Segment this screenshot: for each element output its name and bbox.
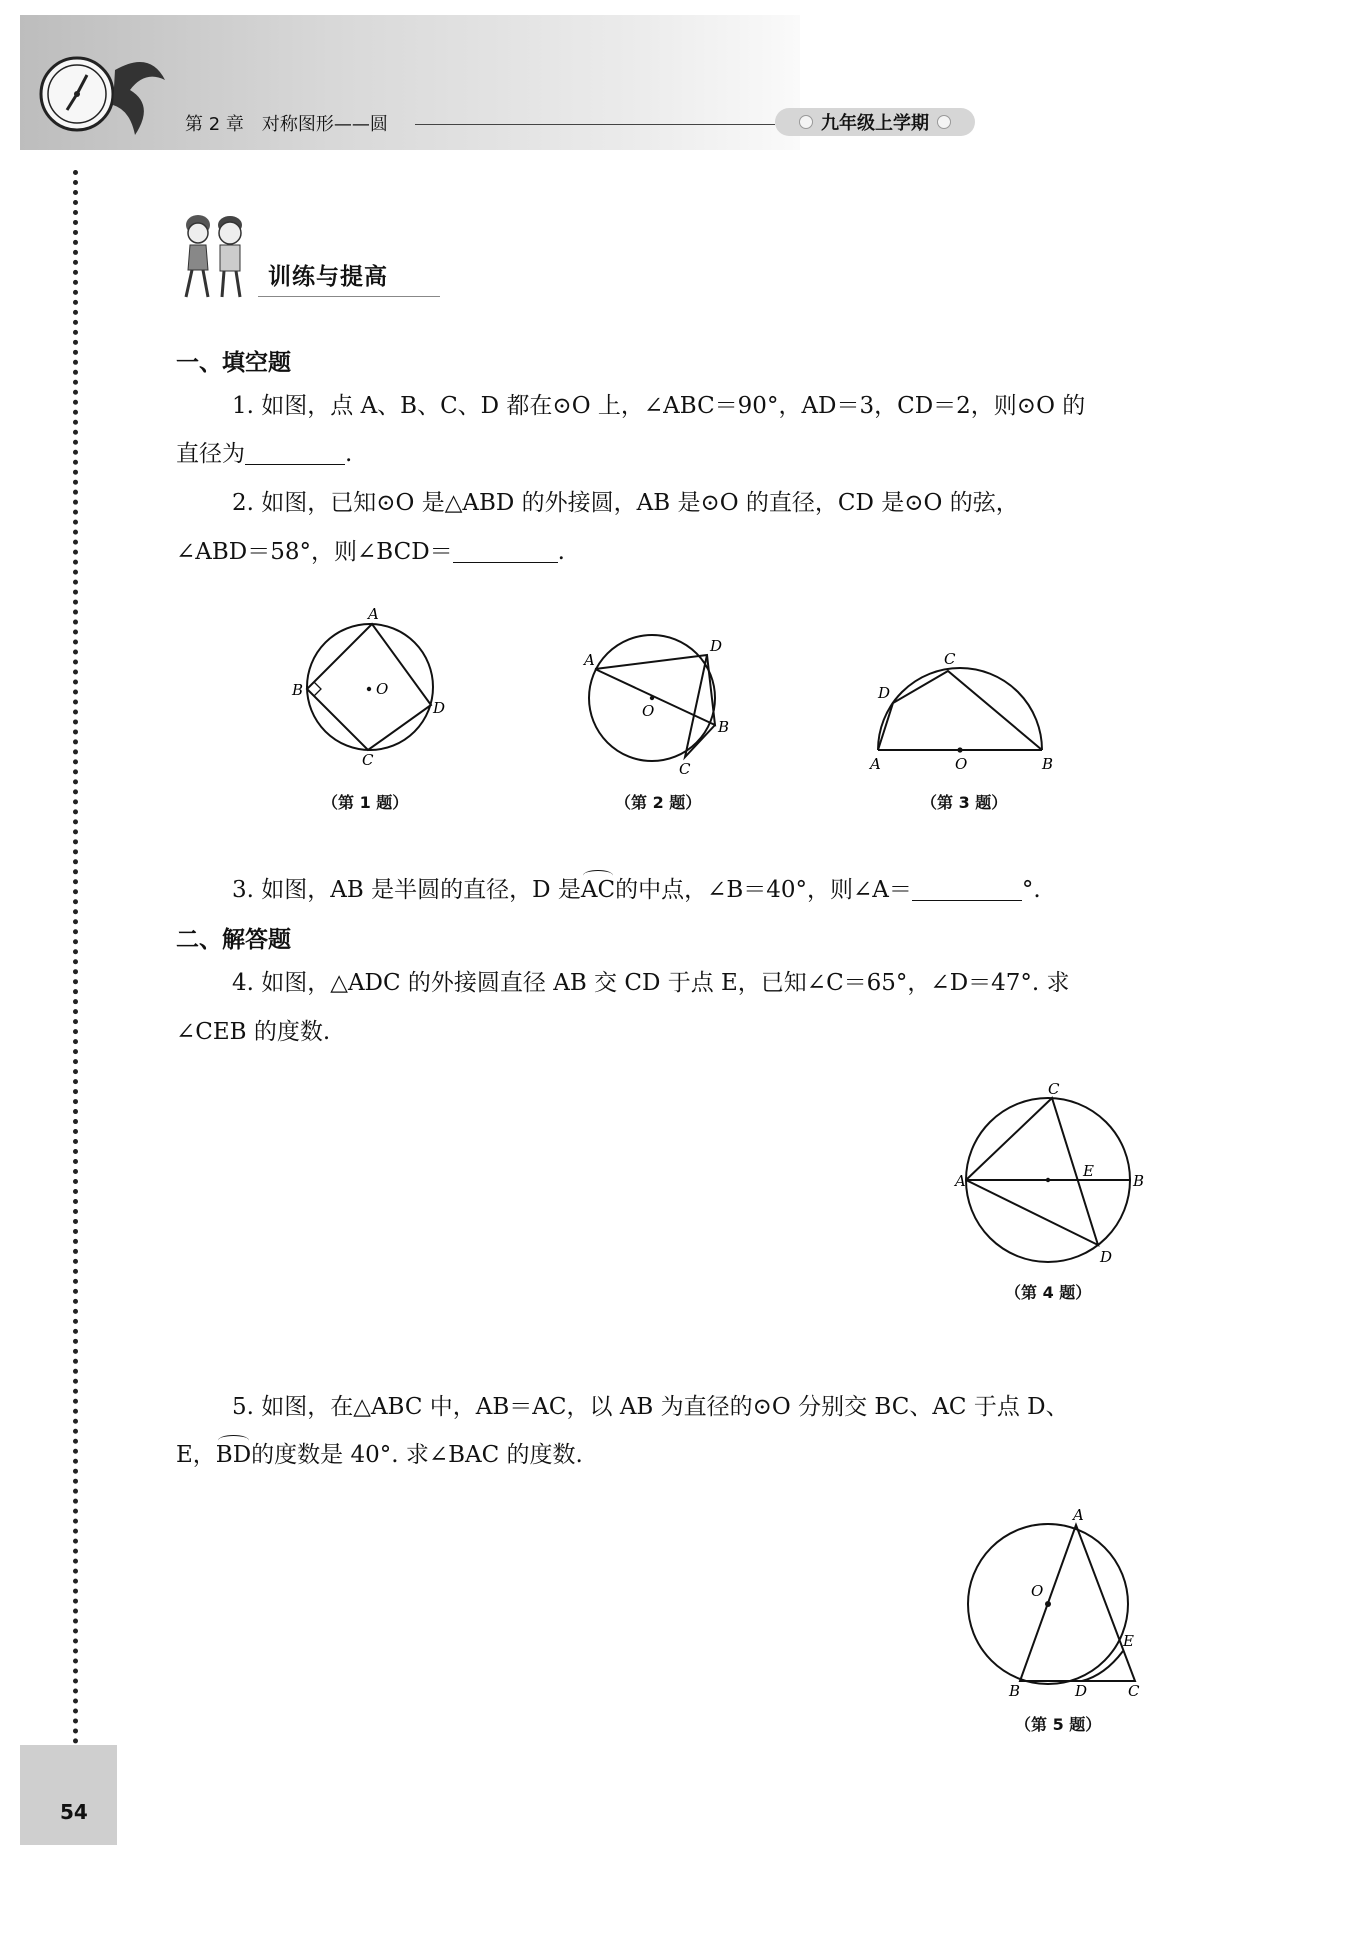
fig4-center-dot (1046, 1178, 1050, 1182)
fig5-caption: （第 5 题） (1015, 1715, 1102, 1734)
fig4-caption: （第 4 题） (1005, 1283, 1092, 1302)
fig5-label-c: C (1128, 1682, 1140, 1700)
q3-arc-ac: AC (580, 877, 616, 903)
q3-line (232, 875, 1041, 905)
header-rule (415, 124, 775, 125)
fig4-label-b: B (1133, 1172, 1145, 1190)
q4-line1: 4. 如图，△ADC 的外接圆直径 AB 交 CD 于点 E，已知∠C＝65°，∠D＝47°. 求 (232, 970, 1070, 996)
section-banner-title: 训练与提高 (268, 264, 388, 290)
q1-line2 (176, 439, 352, 469)
fig4-label-e: E (1083, 1162, 1094, 1180)
fig4-label-d: D (1100, 1248, 1113, 1266)
q5-line2 (176, 1440, 583, 1470)
q2-answer-blank (453, 538, 558, 563)
fig1-label-a: A (368, 605, 379, 623)
page-tab (20, 1745, 117, 1845)
section-heading-fill-blank: 一、填空题 (176, 350, 291, 376)
fig1-label-d: D (433, 699, 446, 717)
fig2-label-b: B (718, 718, 730, 736)
fig3-center-dot (957, 747, 962, 752)
figure-1 (290, 605, 450, 775)
section-heading-solve: 二、解答题 (176, 927, 291, 953)
fig3-label-c: C (944, 650, 956, 668)
fig5-label-d: D (1075, 1682, 1088, 1700)
fig2-label-o: O (642, 702, 655, 720)
fig4-label-c: C (1048, 1080, 1060, 1098)
fig5-label-e: E (1123, 1632, 1134, 1650)
fig5-label-a: A (1073, 1506, 1084, 1524)
figure-4 (955, 1080, 1155, 1266)
fig3-chords (878, 671, 1042, 750)
fig3-caption: （第 3 题） (921, 793, 1008, 812)
fig1-label-c: C (362, 751, 374, 769)
figure-5 (955, 1506, 1155, 1700)
margin-dotted-line (73, 170, 78, 1755)
fig2-label-c: C (679, 760, 691, 778)
banner-rule (258, 296, 440, 297)
fig1-label-o: O (376, 680, 389, 698)
fig4-triangle-adc (966, 1098, 1098, 1245)
clock-compass-icon (35, 50, 175, 145)
fig2-label-d: D (710, 637, 723, 655)
q3-answer-blank (912, 876, 1022, 901)
fig2-center-dot (650, 696, 654, 700)
q5-pre: E， (176, 1442, 216, 1468)
fig1-right-angle-mark (314, 682, 321, 696)
fig2-triangle-abd (595, 655, 715, 725)
fig1-circle (307, 624, 433, 750)
figure-2 (580, 632, 740, 782)
fig3-label-a: A (870, 755, 881, 773)
fig2-chords-bcd (685, 655, 715, 757)
q1-line1: 1. 如图，点 A、B、C、D 都在⊙O 上，∠ABC＝90°，AD＝3，CD＝2，则⊙O 的 (232, 393, 1086, 419)
fig3-label-b: B (1042, 755, 1054, 773)
q5-arc-bd: BD (215, 1442, 252, 1468)
fig1-caption: （第 1 题） (322, 793, 409, 812)
fig3-label-d: D (878, 684, 891, 702)
q3-post: 的中点，∠B＝40°，则∠A＝ (615, 877, 912, 903)
fig1-label-b: B (292, 681, 304, 699)
q1-line2-text: 直径为 (176, 441, 245, 467)
fig5-label-b: B (1009, 1682, 1021, 1700)
chapter-title: 第 2 章 对称图形——圆 (185, 114, 388, 135)
fig5-chord-de (1082, 1651, 1123, 1681)
q2-line2 (176, 537, 565, 567)
q1-answer-blank (245, 440, 345, 465)
page-number: 54 (60, 1800, 88, 1824)
fig5-label-o: O (1031, 1582, 1044, 1600)
q1-line2-end: . (345, 441, 353, 467)
q5-line1: 5. 如图，在△ABC 中，AB＝AC，以 AB 为直径的⊙O 分别交 BC、AC 于点 D、 (232, 1394, 1069, 1420)
q5-post: 的度数是 40°. 求∠BAC 的度数. (251, 1442, 583, 1468)
q2-line2-end: . (557, 539, 565, 565)
fig2-label-a: A (584, 651, 595, 669)
q2-line2-text: ∠ABD＝58°，则∠BCD＝ (176, 539, 453, 565)
fig1-center-dot (367, 687, 371, 691)
q3-end: °. (1021, 877, 1041, 903)
grade-badge (775, 108, 975, 136)
q2-line1: 2. 如图，已知⊙O 是△ABD 的外接圆，AB 是⊙O 的直径，CD 是⊙O 的弦， (232, 490, 1019, 516)
fig3-label-o: O (955, 755, 968, 773)
figure-3 (860, 648, 1060, 773)
q4-line2: ∠CEB 的度数. (176, 1019, 331, 1045)
fig4-label-a: A (955, 1172, 966, 1190)
fig5-center-dot (1045, 1601, 1051, 1607)
fig2-caption: （第 2 题） (615, 793, 702, 812)
q3-pre: 3. 如图，AB 是半圆的直径，D 是 (232, 877, 581, 903)
grade-label: 九年级上学期 (821, 113, 929, 134)
